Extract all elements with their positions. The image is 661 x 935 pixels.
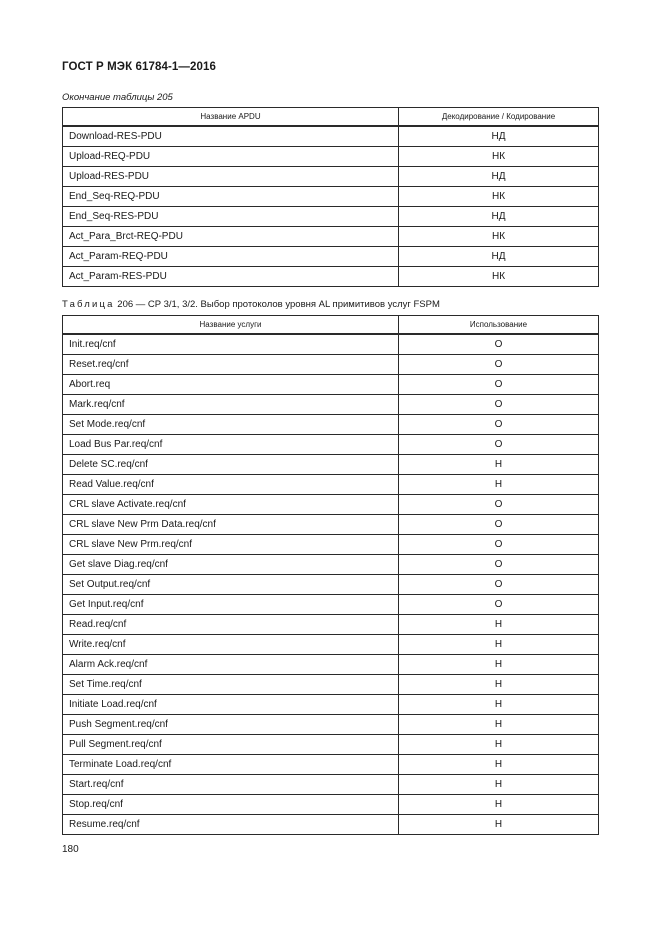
row-name-cell: Reset.req/cnf — [63, 355, 399, 375]
row-value-cell: О — [399, 515, 599, 535]
row-value-cell: Н — [399, 755, 599, 775]
table-row — [63, 655, 599, 675]
row-value-cell: О — [399, 435, 599, 455]
row-value-cell: НД — [399, 207, 599, 227]
table-row — [63, 495, 599, 515]
row-name-cell: Set Output.req/cnf — [63, 575, 399, 595]
row-name-cell: Write.req/cnf — [63, 635, 399, 655]
table-row — [63, 395, 599, 415]
row-value-cell: О — [399, 334, 599, 355]
table-row — [63, 126, 599, 147]
row-value-cell: О — [399, 535, 599, 555]
row-value-cell: Н — [399, 735, 599, 755]
row-value-cell: О — [399, 355, 599, 375]
table-row — [63, 355, 599, 375]
row-name-cell: Abort.req — [63, 375, 399, 395]
table-row — [63, 475, 599, 495]
table-row — [63, 375, 599, 395]
row-name-cell: Upload-REQ-PDU — [63, 147, 399, 167]
row-value-cell: НД — [399, 247, 599, 267]
row-value-cell: Н — [399, 475, 599, 495]
row-value-cell: О — [399, 395, 599, 415]
table-row — [63, 575, 599, 595]
row-value-cell: О — [399, 555, 599, 575]
row-name-cell: Stop.req/cnf — [63, 795, 399, 815]
table-206-caption — [62, 299, 440, 310]
table-205-caption: Окончание таблицы 205 — [62, 92, 173, 103]
row-name-cell: Act_Param-RES-PDU — [63, 267, 399, 287]
row-value-cell: О — [399, 415, 599, 435]
table-row — [63, 207, 599, 227]
row-value-cell: НК — [399, 227, 599, 247]
row-name-cell: Terminate Load.req/cnf — [63, 755, 399, 775]
document-header-title: ГОСТ Р МЭК 61784-1—2016 — [62, 61, 216, 73]
table-row — [63, 167, 599, 187]
row-name-cell: CRL slave Activate.req/cnf — [63, 495, 399, 515]
row-name-cell: Read Value.req/cnf — [63, 475, 399, 495]
row-name-cell: Read.req/cnf — [63, 615, 399, 635]
row-name-cell: Delete SC.req/cnf — [63, 455, 399, 475]
table-header-row — [63, 108, 599, 127]
row-value-cell: НД — [399, 126, 599, 147]
table-header-row — [63, 316, 599, 335]
table-row — [63, 455, 599, 475]
row-name-cell: Push Segment.req/cnf — [63, 715, 399, 735]
column-header-service-name: Название услуги — [63, 316, 399, 335]
row-value-cell: Н — [399, 775, 599, 795]
table-row — [63, 535, 599, 555]
row-name-cell: End_Seq-RES-PDU — [63, 207, 399, 227]
table-206 — [62, 315, 599, 835]
row-value-cell: Н — [399, 795, 599, 815]
row-value-cell: Н — [399, 675, 599, 695]
row-name-cell: Get slave Diag.req/cnf — [63, 555, 399, 575]
row-value-cell: Н — [399, 615, 599, 635]
table-row — [63, 695, 599, 715]
row-name-cell: Start.req/cnf — [63, 775, 399, 795]
table-row — [63, 815, 599, 835]
table-205 — [62, 107, 599, 287]
table-row — [63, 415, 599, 435]
row-name-cell: Set Time.req/cnf — [63, 675, 399, 695]
row-value-cell: О — [399, 375, 599, 395]
row-name-cell: Set Mode.req/cnf — [63, 415, 399, 435]
row-name-cell: End_Seq-REQ-PDU — [63, 187, 399, 207]
row-name-cell: Mark.req/cnf — [63, 395, 399, 415]
row-value-cell: Н — [399, 715, 599, 735]
row-value-cell: О — [399, 575, 599, 595]
row-value-cell: Н — [399, 455, 599, 475]
table-row — [63, 435, 599, 455]
table-row — [63, 615, 599, 635]
table-row — [63, 187, 599, 207]
table-row — [63, 515, 599, 535]
table-row — [63, 334, 599, 355]
table-row — [63, 635, 599, 655]
row-name-cell: Act_Param-REQ-PDU — [63, 247, 399, 267]
row-name-cell: Initiate Load.req/cnf — [63, 695, 399, 715]
column-header-decoding-encoding: Декодирование / Кодирование — [399, 108, 599, 127]
table-row — [63, 595, 599, 615]
row-name-cell: Pull Segment.req/cnf — [63, 735, 399, 755]
table-row — [63, 755, 599, 775]
row-value-cell: Н — [399, 815, 599, 835]
row-name-cell: Get Input.req/cnf — [63, 595, 399, 615]
row-value-cell: Н — [399, 655, 599, 675]
row-name-cell: Load Bus Par.req/cnf — [63, 435, 399, 455]
row-name-cell: Init.req/cnf — [63, 334, 399, 355]
row-value-cell: НД — [399, 167, 599, 187]
page-number: 180 — [62, 844, 79, 855]
table-row — [63, 715, 599, 735]
table-row — [63, 775, 599, 795]
table-row — [63, 795, 599, 815]
row-name-cell: Download-RES-PDU — [63, 126, 399, 147]
row-value-cell: Н — [399, 695, 599, 715]
table-row — [63, 675, 599, 695]
row-name-cell: Upload-RES-PDU — [63, 167, 399, 187]
table-row — [63, 555, 599, 575]
column-header-usage: Использование — [399, 316, 599, 335]
row-value-cell: НК — [399, 267, 599, 287]
row-name-cell: Act_Para_Brct-REQ-PDU — [63, 227, 399, 247]
table-row — [63, 227, 599, 247]
row-value-cell: НК — [399, 187, 599, 207]
row-value-cell: О — [399, 495, 599, 515]
row-value-cell: НК — [399, 147, 599, 167]
row-name-cell: CRL slave New Prm Data.req/cnf — [63, 515, 399, 535]
row-name-cell: CRL slave New Prm.req/cnf — [63, 535, 399, 555]
table-row — [63, 247, 599, 267]
table-206-caption-text: 206 — CP 3/1, 3/2. Выбор протоколов уровня AL примитивов услуг FSPM — [114, 299, 440, 310]
column-header-apdu-name: Название APDU — [63, 108, 399, 127]
table-row — [63, 735, 599, 755]
table-row — [63, 267, 599, 287]
table-row — [63, 147, 599, 167]
row-name-cell: Resume.req/cnf — [63, 815, 399, 835]
row-name-cell: Alarm Ack.req/cnf — [63, 655, 399, 675]
table-206-caption-label: Таблица — [62, 299, 115, 310]
row-value-cell: Н — [399, 635, 599, 655]
table-206-body — [63, 334, 599, 835]
row-value-cell: О — [399, 595, 599, 615]
table-205-body — [63, 126, 599, 287]
